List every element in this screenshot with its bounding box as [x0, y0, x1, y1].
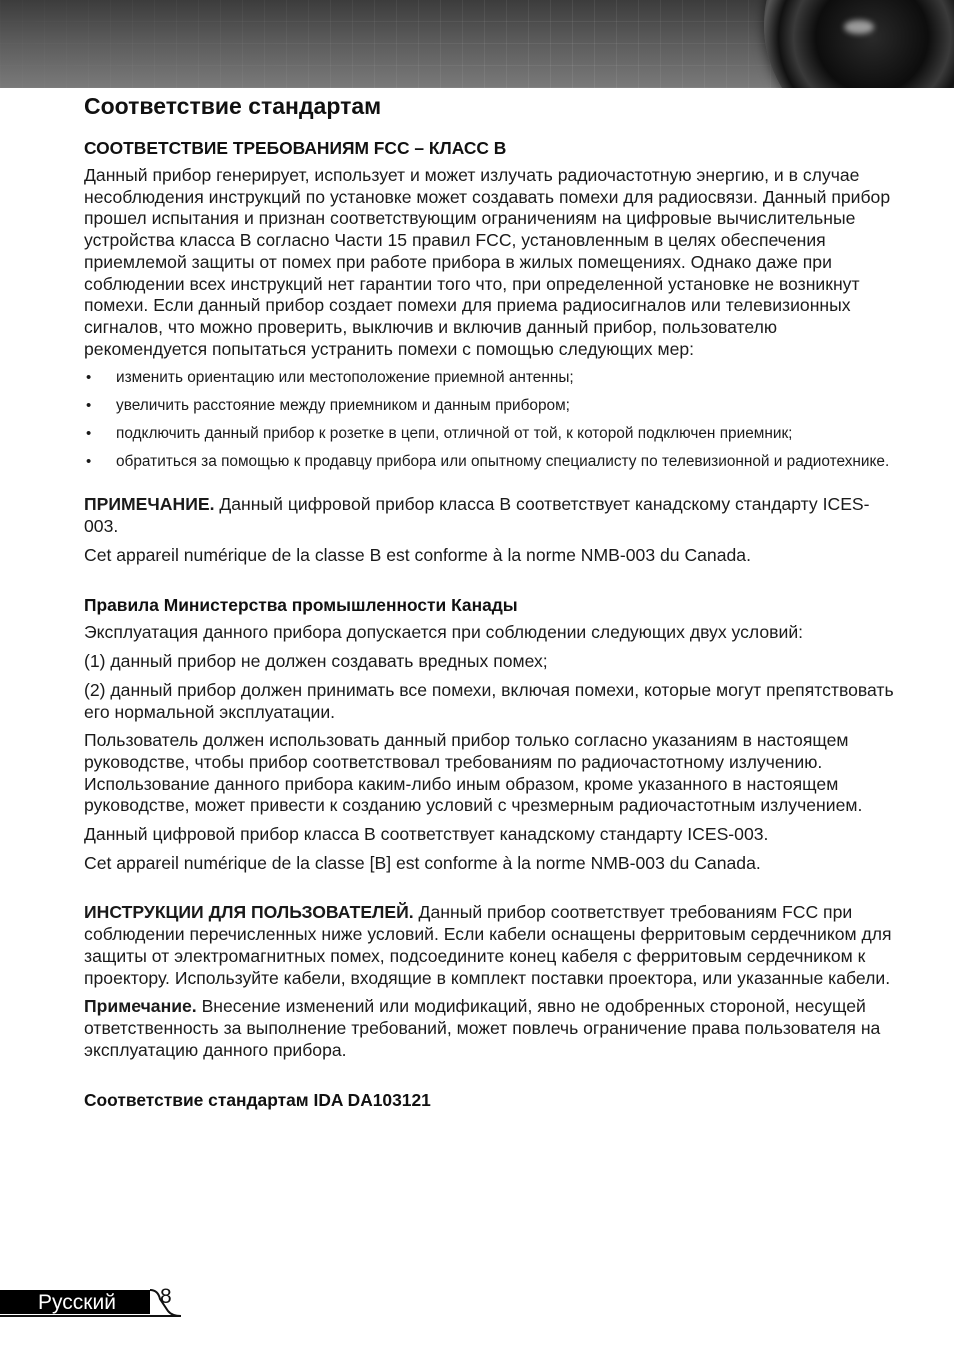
bullet-icon: • — [86, 397, 92, 415]
canada-p2: (1) данный прибор не должен создавать вредных помех; — [84, 651, 548, 672]
bullet-icon: • — [86, 369, 92, 387]
canada-p5: Данный цифровой прибор класса B соответствует канадскому стандарту ICES-003. — [84, 824, 769, 845]
note-label: ПРИМЕЧАНИЕ. — [84, 494, 215, 515]
header-banner — [0, 0, 954, 88]
page-content — [84, 92, 896, 1117]
bullet-icon: • — [86, 453, 92, 471]
fcc-measures-list — [84, 367, 896, 473]
lens-highlight — [844, 20, 874, 34]
instructions-label: ИНСТРУКЦИИ ДЛЯ ПОЛЬЗОВАТЕЛЕЙ. — [84, 902, 414, 923]
list-item: • изменить ориентацию или местоположение приемной антенны; — [84, 367, 896, 389]
note2-label: Примечание. — [84, 996, 197, 1017]
language-label: Русский — [38, 1291, 116, 1314]
user-instructions: ИНСТРУКЦИИ ДЛЯ ПОЛЬЗОВАТЕЛЕЙ. Данный прибор соответствует требованиям FCC при соблюдении перечисленных ниже условий. Если кабели оснащены ферритовым сердечником для защиты от электромагнитных помех, подсоедините конец кабеля с ферритовым сердечником к проектору. Используйте кабели, входящие в комплект поставки проектора, или указанные кабели. — [84, 902, 892, 988]
list-item: • обратиться за помощью к продавцу прибора или опытному специалисту по телевизионной и радиотехнике. — [84, 451, 896, 473]
footer-page-tab — [0, 1285, 181, 1319]
note-ices-french: Cet appareil numérique de la classe B est conforme à la norme NMB-003 du Canada. — [84, 544, 751, 565]
page-number: 8 — [160, 1285, 172, 1308]
page-title: Соответствие стандартам — [84, 93, 382, 119]
canada-p3: (2) данный прибор должен принимать все помехи, включая помехи, которые могут препятствовать его нормальной эксплуатации. — [84, 679, 894, 722]
list-item: • подключить данный прибор к розетке в цепи, отличной от той, к которой подключен приемник; — [84, 423, 896, 445]
canada-p1: Эксплуатация данного прибора допускается при соблюдении следующих двух условий: — [84, 622, 804, 643]
projector-lens-image — [764, 0, 954, 88]
modification-note: Примечание. Внесение изменений или модификаций, явно не одобренных стороной, несущей ответственность за выполнение требований, может повлечь ограничение права пользователя на эксплуатацию данного прибора. — [84, 996, 881, 1060]
canada-p4: Пользователь должен использовать данный прибор только согласно указаниям в настоящем руководстве, чтобы прибор соответствовал требованиям по радиочастотному излучению. Использование данного прибора каким-либо иным образом, кроме указанного в настоящем руководстве, может привести к созданию условий с чрезмерным радиочастотным излучением. — [84, 730, 863, 816]
bullet-icon: • — [86, 425, 92, 443]
canada-heading: Правила Министерства промышленности Канады — [84, 595, 518, 616]
fcc-heading: СООТВЕТСТВИЕ ТРЕБОВАНИЯМ FCC – КЛАСС B — [84, 138, 507, 158]
canada-p6: Cet appareil numérique de la classe [B] est conforme à la norme NMB-003 du Canada. — [84, 852, 761, 873]
note-ices: ПРИМЕЧАНИЕ. Данный цифровой прибор класса B соответствует канадскому стандарту ICES-003. — [84, 494, 870, 537]
fcc-paragraph: Данный прибор генерирует, использует и может излучать радиочастотную энергию, и в случае несоблюдения инструкций по установке может создавать помехи для радиосвязи. Данный прибор прошел испытания и признан соответствующим ограничениям на цифровые вычислительные устройства класса B согласно Части 15 правил FCC, установленным в целях обеспечения приемлемой защиты от помех при работе прибора в жилых помещениях. Однако даже при соблюдении всех инструкций нет гарантии того что, при определенной установке не возникнут помехи. Если данный прибор создает помехи для приема радиосигналов или телевизионных сигналов, что можно проверить, выключив и включив данный прибор, пользователю рекомендуется попытаться устранить помехи с помощью следующих мер: — [84, 165, 891, 359]
list-item: • увеличить расстояние между приемником и данным прибором; — [84, 395, 896, 417]
ida-heading: Соответствие стандартам IDA DA103121 — [84, 1090, 431, 1111]
